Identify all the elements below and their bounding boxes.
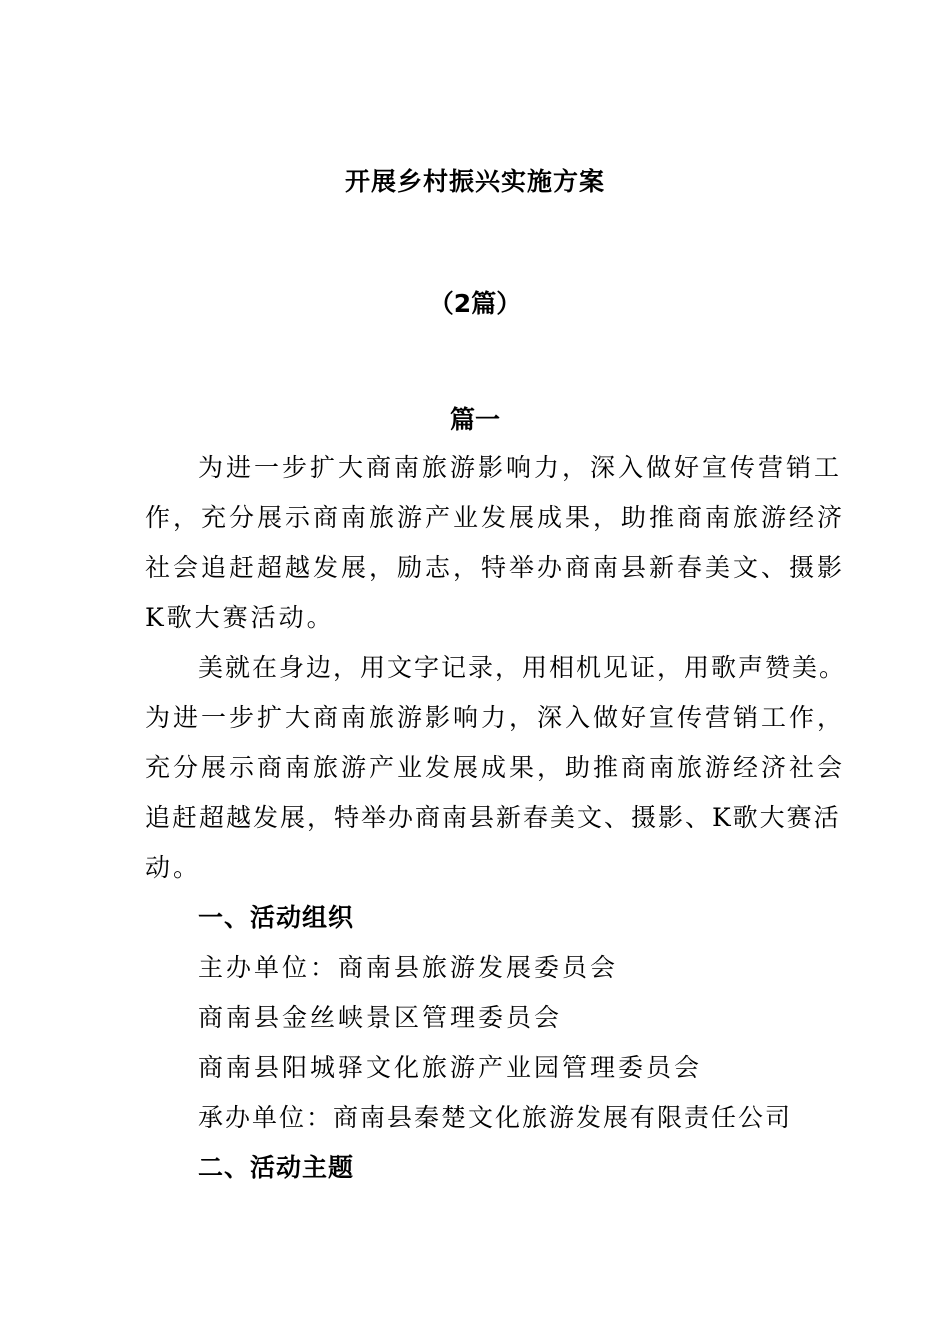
organizer-line: 商南县阳城驿文化旅游产业园管理委员会	[198, 1053, 703, 1082]
organizer-line: 商南县金丝峡景区管理委员会	[198, 1003, 563, 1032]
paragraph-line: 社会追赶超越发展，励志，特举办商南县新春美文、摄影	[145, 553, 846, 582]
paragraph-line: 为进一步扩大商南旅游影响力，深入做好宣传营销工作，	[145, 703, 846, 732]
section-heading: 篇一	[449, 405, 500, 434]
section-heading-activity-theme: 二、活动主题	[198, 1153, 355, 1182]
paragraph-line: 为进一步扩大商南旅游影响力，深入做好宣传营销工	[198, 453, 843, 482]
organizer-line: 主办单位：商南县旅游发展委员会	[198, 953, 619, 982]
paragraph-line: K歌大赛活动。	[145, 603, 335, 632]
paragraph-line: 动。	[145, 853, 202, 882]
paragraph-line: 作，充分展示商南旅游产业发展成果，助推商南旅游经济	[145, 503, 846, 532]
document-title: 开展乡村振兴实施方案	[344, 167, 605, 196]
document-subtitle: （2篇）	[428, 289, 522, 318]
section-heading-activity-organization: 一、活动组织	[198, 903, 355, 932]
paragraph-line: 充分展示商南旅游产业发展成果，助推商南旅游经济社会	[145, 753, 846, 782]
paragraph-line: 追赶超越发展，特举办商南县新春美文、摄影、K歌大赛活	[145, 803, 841, 832]
paragraph-line: 美就在身边，用文字记录，用相机见证，用歌声赞美。	[198, 653, 847, 682]
organizer-line: 承办单位：商南县秦楚文化旅游发展有限责任公司	[198, 1103, 793, 1132]
